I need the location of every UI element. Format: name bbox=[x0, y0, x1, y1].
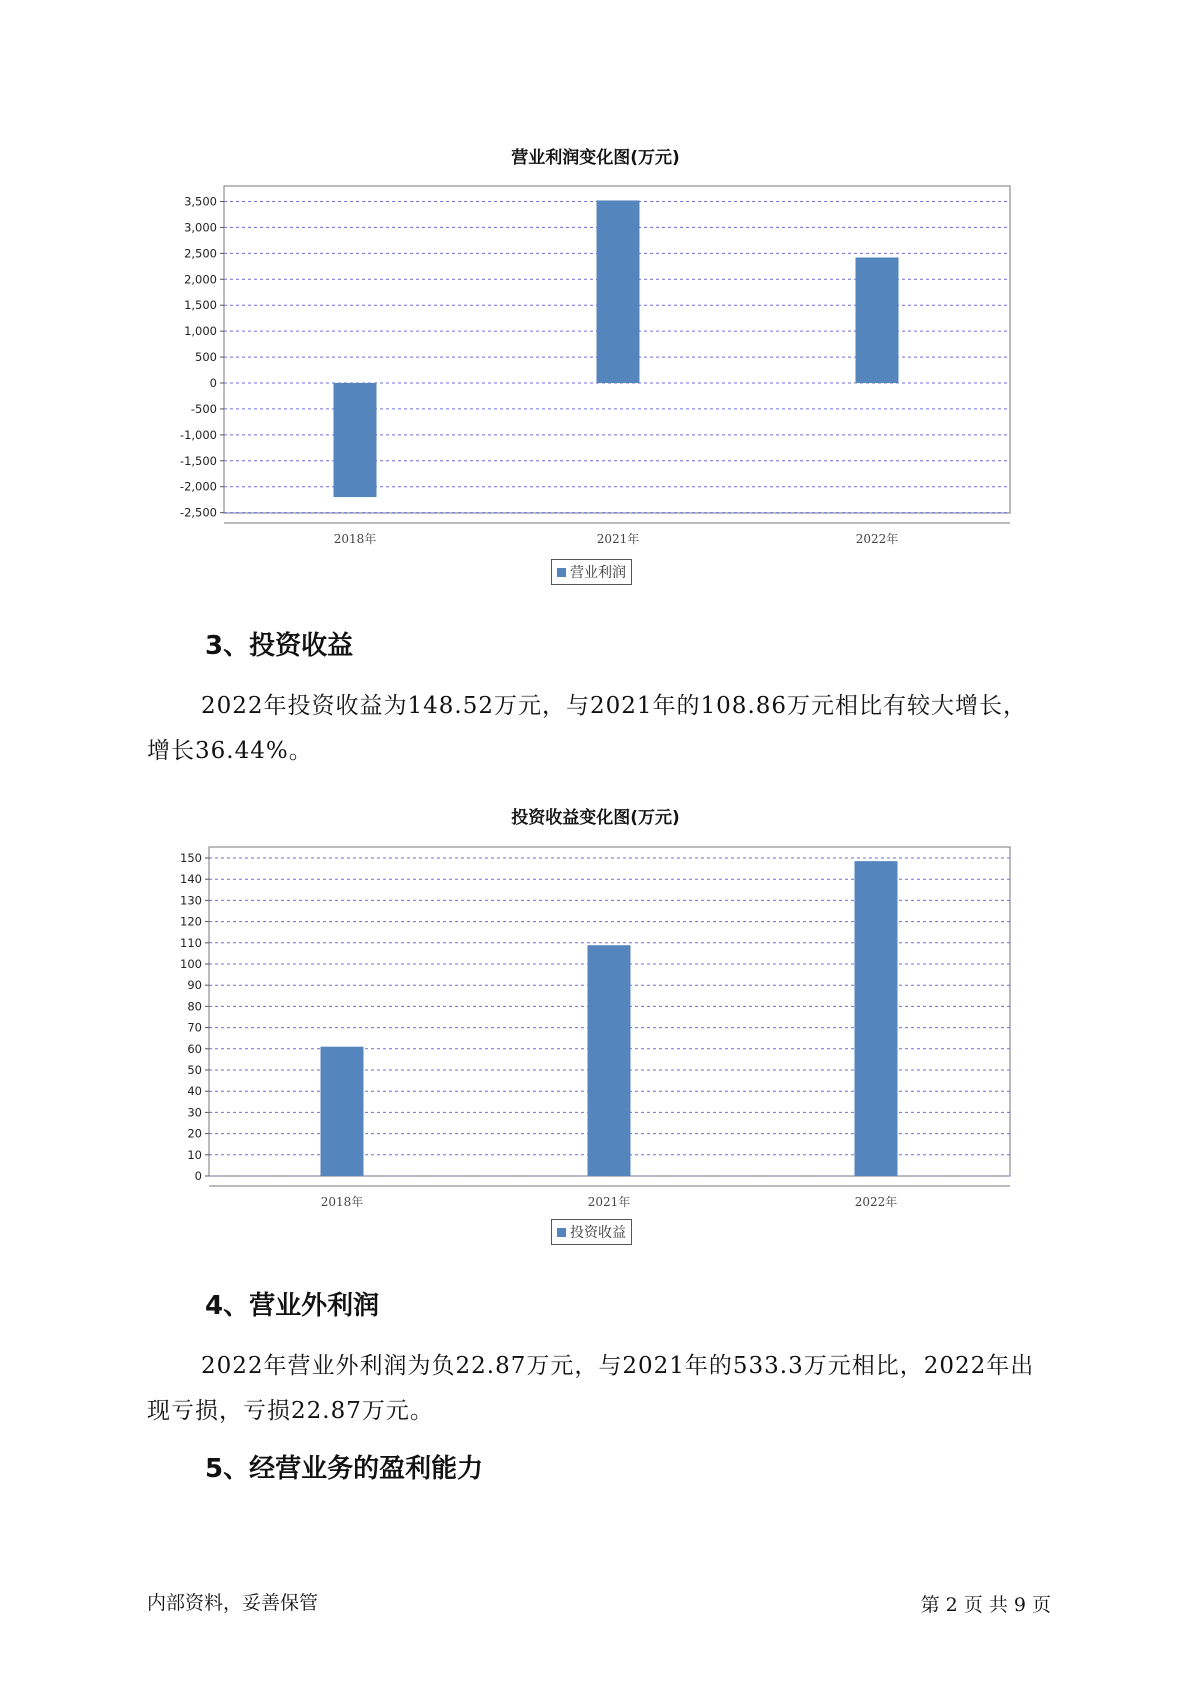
chart2-bar bbox=[588, 945, 631, 1176]
chart2-ytick-label: 70 bbox=[187, 1020, 202, 1035]
chart2-ytick-label: 150 bbox=[180, 851, 202, 865]
chart1-ytick-label: 500 bbox=[195, 350, 217, 365]
chart1-category-label: 2022年 bbox=[855, 532, 899, 546]
chart2-ytick-label: 30 bbox=[187, 1105, 202, 1120]
section3-text: 2022年投资收益为148.52万元，与2021年的108.86万元相比有较大增长，增长36.44%。 bbox=[147, 693, 1028, 764]
chart2-legend bbox=[551, 1219, 632, 1245]
chart2-ytick-label: 110 bbox=[180, 935, 202, 950]
footer-confidential-note: 内部资料，妥善保管 bbox=[147, 1592, 319, 1614]
chart1-ytick-label: -2,000 bbox=[179, 479, 217, 494]
chart2-ytick-label: 90 bbox=[187, 978, 202, 993]
section4-heading: 4、营业外利润 bbox=[205, 1291, 380, 1321]
chart1-ytick-label: 2,000 bbox=[184, 272, 217, 287]
section4-text: 2022年营业外利润为负22.87万元，与2021年的533.3万元相比，2022年出现亏损，亏损22.87万元。 bbox=[147, 1353, 1035, 1424]
chart2-bar bbox=[855, 861, 898, 1176]
chart2-title: 投资收益变化图(万元) bbox=[511, 808, 680, 828]
chart1-ytick-label: -2,500 bbox=[179, 505, 217, 520]
chart2-ytick-label: 130 bbox=[180, 893, 202, 908]
footer-page-number: 第 2 页 共 9 页 bbox=[920, 1594, 1051, 1616]
legend-swatch-icon bbox=[557, 1228, 566, 1237]
chart1-ytick-label: -1,000 bbox=[179, 427, 217, 442]
chart1-ytick-label: 3,000 bbox=[184, 220, 217, 235]
chart1-ytick-label: -500 bbox=[190, 401, 217, 416]
chart2-bar bbox=[321, 1047, 364, 1176]
chart2-ytick-label: 20 bbox=[187, 1126, 202, 1141]
chart1-ytick-label: 1,000 bbox=[184, 324, 217, 339]
chart2-ytick-label: 0 bbox=[194, 1169, 202, 1183]
chart1-category-label: 2018年 bbox=[333, 532, 377, 546]
chart1-ytick-label: 3,500 bbox=[184, 194, 217, 209]
chart2-legend-label: 投资收益 bbox=[570, 1225, 626, 1241]
section5-heading: 5、经营业务的盈利能力 bbox=[205, 1454, 484, 1484]
chart2-category-label: 2022年 bbox=[854, 1195, 898, 1209]
chart2-ytick-label: 140 bbox=[180, 872, 202, 887]
chart2-ytick-label: 40 bbox=[187, 1084, 202, 1099]
chart1-ytick-label: 2,500 bbox=[184, 246, 217, 261]
chart1-legend-label: 营业利润 bbox=[570, 565, 626, 581]
chart1-ytick-label: -1,500 bbox=[179, 453, 217, 468]
chart2-ytick-label: 120 bbox=[180, 914, 202, 929]
chart2-ytick-label: 100 bbox=[180, 957, 202, 971]
chart2-ytick-label: 10 bbox=[187, 1147, 202, 1162]
chart1-title: 营业利润变化图(万元) bbox=[511, 148, 680, 168]
chart2-ytick-label: 50 bbox=[187, 1063, 202, 1077]
chart2-ytick-label: 80 bbox=[187, 999, 202, 1014]
chart1-category-label: 2021年 bbox=[596, 532, 640, 546]
chart2-category-label: 2018年 bbox=[320, 1195, 364, 1209]
chart1-ytick-label: 0 bbox=[209, 376, 217, 390]
chart1-ytick-label: 1,500 bbox=[184, 298, 217, 313]
chart2-ytick-label: 60 bbox=[187, 1041, 202, 1056]
chart2-category-label: 2021年 bbox=[587, 1195, 631, 1209]
section3-heading: 3、投资收益 bbox=[205, 631, 354, 661]
